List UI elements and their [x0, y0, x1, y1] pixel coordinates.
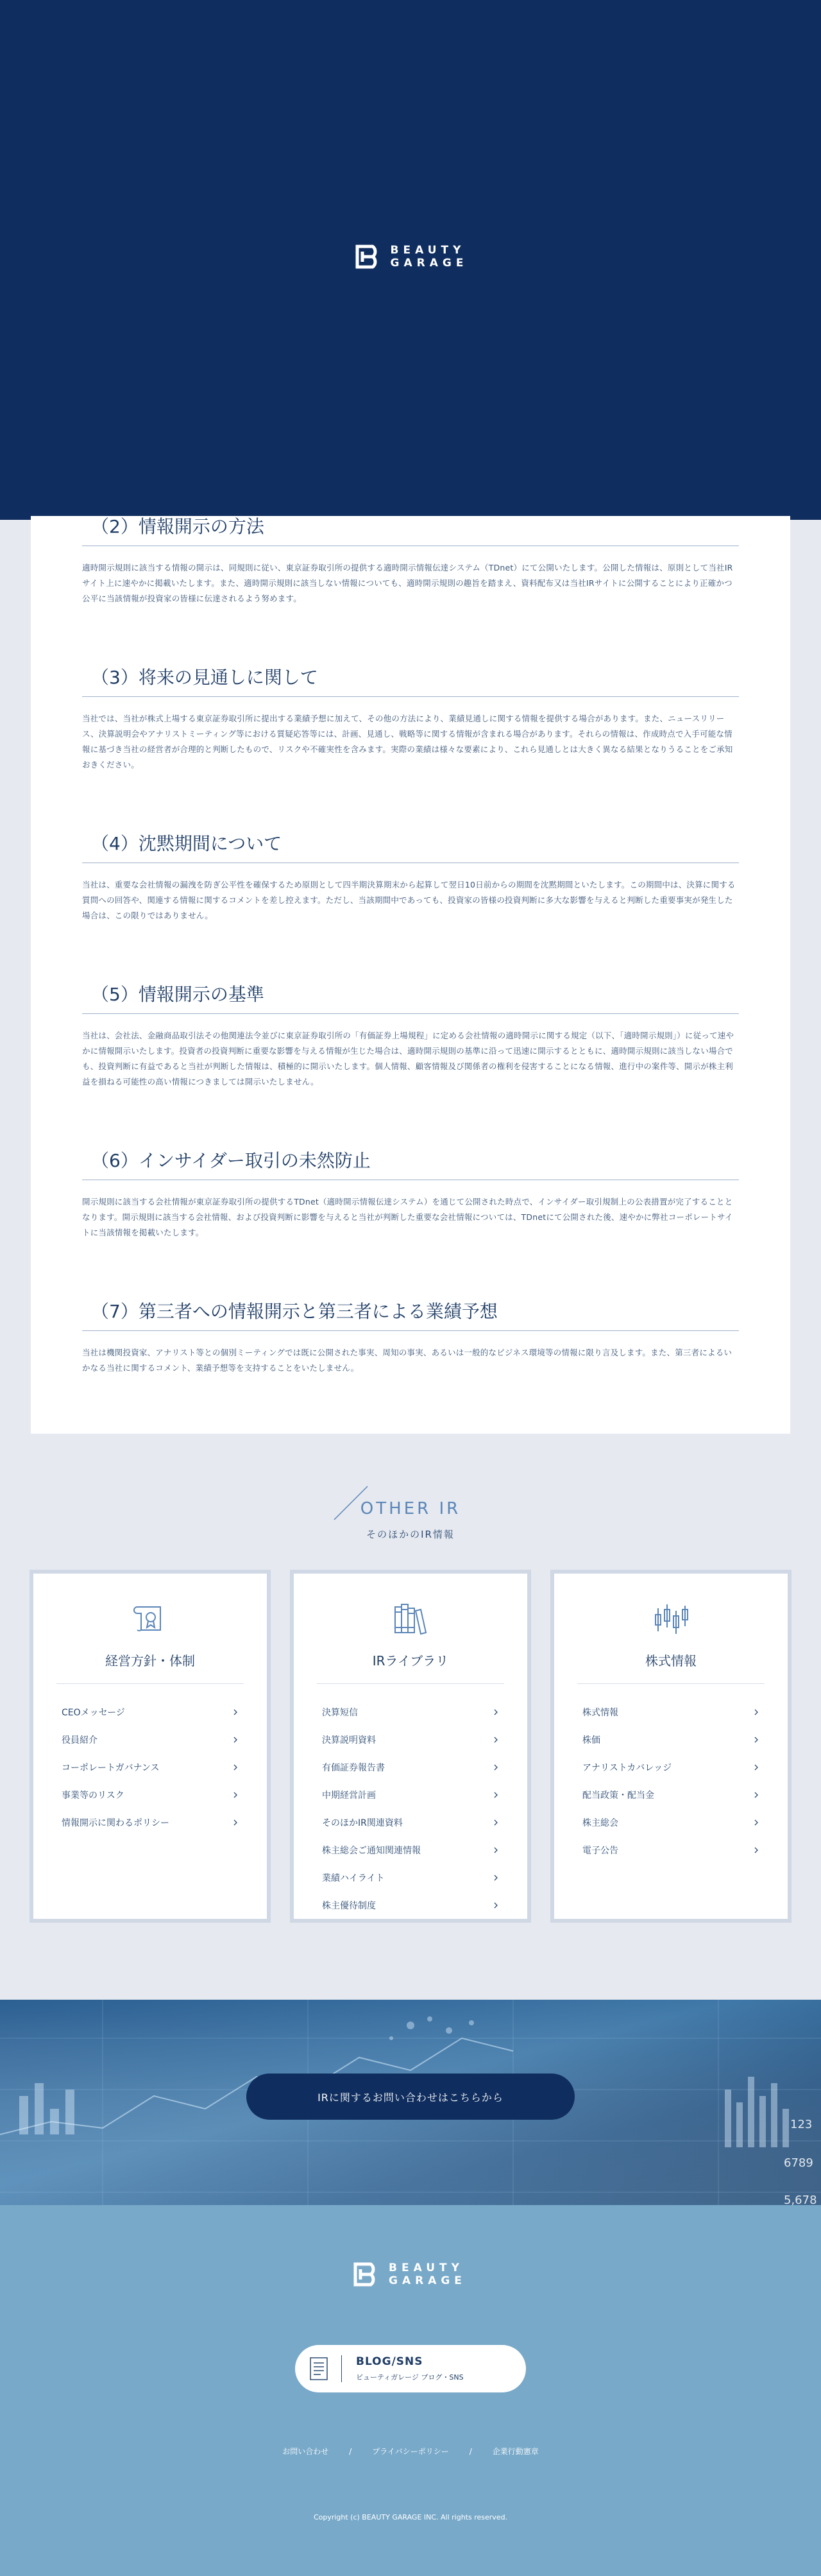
card-title: IRライブラリ — [317, 1651, 504, 1684]
chevron-right-icon — [753, 1819, 759, 1826]
card-link-label: 有価証券報告書 — [322, 1762, 385, 1773]
section-body: 当社は、重要な会社情報の漏洩を防ぎ公平性を確保するため原則として四半期決算期末から起算して翌日10日前からの期間を沈黙期間といたします。この期間中は、決算に関する質問への回答や、関連する情報に関するコメントを差し控えます。ただし、当該期間中であっても、投資家の皆様の投資判断に多大な影響を与えると判断した重要事実が発生した場合は、この限りではありません。 — [82, 880, 736, 920]
beauty-garage-logo-icon — [353, 243, 382, 271]
copyright: Copyright (c) BEAUTY GARAGE INC. All rights reserved. — [313, 2513, 508, 2521]
candlestick-chart-icon — [650, 1598, 691, 1639]
policy-section — [82, 516, 739, 606]
footer-separator: / — [349, 2446, 352, 2456]
card-link-label: 決算説明資料 — [322, 1735, 376, 1746]
blog-title: BLOG/SNS — [356, 2355, 423, 2368]
ir-card-management — [30, 1570, 271, 1923]
card-link[interactable] — [317, 1891, 504, 1919]
section-heading: （7）第三者への情報開示と第三者による業績予想 — [82, 1301, 739, 1331]
banner-number: 5,678 — [784, 2194, 817, 2205]
card-link-label: 電子公告 — [582, 1845, 618, 1856]
other-ir-subtitle: そのほかのIR情報 — [366, 1529, 455, 1540]
footer-link-charter[interactable]: 企業行動憲章 — [492, 2447, 539, 2456]
footer-separator: / — [469, 2446, 472, 2456]
card-link-label: 株主優待制度 — [322, 1900, 376, 1911]
blog-divider — [341, 2355, 342, 2382]
card-title: 株式情報 — [577, 1651, 765, 1684]
chevron-right-icon — [232, 1709, 239, 1715]
card-link-label: 株式情報 — [582, 1707, 618, 1718]
card-link-list — [577, 1698, 765, 1864]
footer-link-contact[interactable]: お問い合わせ — [282, 2447, 329, 2456]
card-link[interactable] — [317, 1781, 504, 1808]
card-link[interactable] — [317, 1808, 504, 1836]
section-heading: （5）情報開示の基準 — [82, 984, 739, 1014]
section-heading: （4）沈黙期間について — [82, 833, 739, 863]
other-ir-header — [0, 1485, 821, 1549]
card-link[interactable] — [56, 1753, 244, 1781]
brand-line-1: BEAUTY — [390, 244, 466, 257]
chevron-right-icon — [493, 1709, 499, 1715]
brand-line-2: GARAGE — [390, 257, 468, 270]
chevron-right-icon — [493, 1847, 499, 1853]
card-link[interactable] — [317, 1698, 504, 1726]
chevron-right-icon — [753, 1709, 759, 1715]
footer-brand-logo[interactable] — [351, 2260, 466, 2288]
chevron-right-icon — [493, 1737, 499, 1743]
chevron-right-icon — [232, 1792, 239, 1798]
card-link-label: 事業等のリスク — [62, 1790, 124, 1801]
card-link[interactable] — [56, 1698, 244, 1726]
contact-banner — [0, 2000, 821, 2205]
chevron-right-icon — [232, 1819, 239, 1826]
disclosure-policy-content — [31, 516, 790, 1434]
card-link[interactable] — [577, 1808, 765, 1836]
chevron-right-icon — [232, 1764, 239, 1771]
beauty-garage-logo-icon — [351, 2260, 380, 2288]
section-heading: （6）インサイダー取引の未然防止 — [82, 1150, 739, 1180]
chevron-right-icon — [493, 1902, 499, 1909]
section-body: 開示規則に該当する会社情報が東京証券取引所の提供するTDnet（適時開示情報伝達システム）を通じて公開された時点で、インサイダー取引規制上の公表措置が完了することとなります。開示規則に該当する会社情報、および投資判断に影響を与えると当社が判断した重要な会社情報については、TDnetにて公開された後、速やかに弊社コーポレートサイトに当該情報を掲載いたします。 — [82, 1197, 733, 1237]
card-link-label: 中期経営計画 — [322, 1790, 376, 1801]
chevron-right-icon — [753, 1792, 759, 1798]
footer-nav — [0, 2446, 821, 2457]
document-icon — [309, 2357, 328, 2381]
card-link-label: そのほかIR関連資料 — [322, 1817, 403, 1828]
card-link-label: 役員紹介 — [62, 1735, 97, 1746]
chevron-right-icon — [232, 1737, 239, 1743]
section-body: 適時開示規則に該当する情報の開示は、同規則に従い、東京証券取引所の提供する適時開示情報伝達システム（TDnet）にて公開いたします。公開した情報は、原則として当社IRサイト上に速やかに掲載いたします。また、適時開示規則に該当しない情報についても、適時開示規則の趣旨を踏まえ、資料配布又は当社IRサイトに公開することにより正確かつ公平に当該情報が投資家の皆様に伝達されるよう努めます。 — [82, 563, 733, 603]
card-link-list — [56, 1698, 244, 1836]
section-body: 当社では、当社が株式上場する東京証券取引所に提出する業績予想に加えて、その他の方法により、業績見通しに関する情報を提供する場合があります。また、ニュースリリース、決算説明会やアナリストミーティング等における質疑応答等には、計画、見通し、戦略等に関する情報が含まれる場合があります。それらの情報は、作成時点で入手可能な情報に基づき当社の経営者が合理的と判断したもので、リスクや不確実性を含みます。実際の業績は様々な要素により、これら見通しとは大きく異なる結果となりうることをご承知おきください。 — [82, 714, 733, 769]
card-link[interactable] — [577, 1836, 765, 1864]
ir-contact-button-label: IRに関するお問い合わせはこちらから — [317, 2091, 504, 2104]
card-link-list — [317, 1698, 504, 1919]
card-link-label: 配当政策・配当金 — [582, 1790, 654, 1801]
card-link[interactable] — [577, 1753, 765, 1781]
section-heading: （2）情報開示の方法 — [82, 516, 739, 546]
card-link-label: コーポレートガバナンス — [62, 1762, 160, 1773]
card-link[interactable] — [56, 1808, 244, 1836]
card-title: 経営方針・体制 — [56, 1651, 244, 1684]
chevron-right-icon — [753, 1737, 759, 1743]
chevron-right-icon — [493, 1819, 499, 1826]
card-link-label: 株主総会 — [582, 1817, 618, 1828]
brand-line-2: GARAGE — [389, 2274, 466, 2287]
card-link[interactable] — [577, 1781, 765, 1808]
policy-section — [82, 984, 739, 1090]
section-heading: （3）将来の見通しに関して — [82, 667, 739, 697]
banner-number: 123 — [790, 2118, 813, 2131]
policy-section — [82, 833, 739, 923]
chevron-right-icon — [493, 1792, 499, 1798]
library-books-icon — [390, 1598, 431, 1639]
ir-card-list — [0, 1570, 821, 1923]
card-link[interactable] — [56, 1726, 244, 1753]
card-link[interactable] — [56, 1781, 244, 1808]
brand-logo[interactable] — [353, 243, 468, 271]
card-link[interactable] — [317, 1753, 504, 1781]
section-body: 当社は機関投資家、アナリスト等との個別ミーティングでは既に公開された事実、周知の事実、あるいは一般的なビジネス環境等の情報に限り言及します。また、第三者によるいかなる当社に関するコメント、業績予想等を支持することをいたしません。 — [82, 1348, 732, 1373]
other-ir-section — [0, 1434, 821, 1923]
card-link[interactable] — [317, 1836, 504, 1864]
card-link[interactable] — [577, 1726, 765, 1753]
chevron-right-icon — [493, 1875, 499, 1881]
section-body: 当社は、会社法、金融商品取引法その他関連法令並びに東京証券取引所の「有価証券上場規程」に定める会社情報の適時開示に関する規定（以下、「適時開示規則」）に従って速やかに情報開示いたします。投資者の投資判断に重要な影響を与える情報が生じた場合は、適時開示規則の基準に沿って迅速に開示するとともに、適時開示規則に該当しない場合でも、投資判断に有益であると当社が判断した情報は、積極的に開示いたします。個人情報、顧客情報及び関係者の権利を侵害することになる情報、進行中の案件等、開示が株主利益を損ねる可能性の高い情報につきましては開示いたしません。 — [82, 1031, 734, 1086]
card-link-label: 業績ハイライト — [322, 1873, 385, 1884]
card-link-label: 株価 — [582, 1735, 600, 1746]
policy-section — [82, 1150, 739, 1241]
card-link[interactable] — [317, 1864, 504, 1891]
card-link-label: アナリストカバレッジ — [582, 1762, 672, 1773]
policy-section — [82, 667, 739, 773]
hero-banner — [0, 0, 821, 520]
card-link-label: 株主総会ご通知関連情報 — [322, 1845, 421, 1856]
card-link[interactable] — [317, 1726, 504, 1753]
other-ir-title: OTHER IR — [360, 1499, 461, 1518]
banner-number: 6789 — [784, 2156, 813, 2170]
ir-card-stock — [550, 1570, 791, 1923]
brand-line-1: BEAUTY — [389, 2262, 464, 2274]
blog-subtitle: ビューティガレージ ブログ・SNS — [356, 2373, 464, 2382]
chevron-right-icon — [753, 1764, 759, 1771]
card-link-label: 情報開示に関わるポリシー — [62, 1817, 169, 1828]
policy-scroll-icon — [130, 1598, 171, 1639]
chevron-right-icon — [753, 1847, 759, 1853]
card-link[interactable] — [577, 1698, 765, 1726]
card-link-label: CEOメッセージ — [62, 1707, 125, 1718]
chevron-right-icon — [493, 1764, 499, 1771]
policy-section — [82, 1301, 739, 1376]
site-footer — [0, 2205, 821, 2576]
ir-card-library — [290, 1570, 531, 1923]
blog-sns-button[interactable] — [295, 2345, 526, 2392]
ir-contact-button[interactable] — [246, 2074, 575, 2120]
card-link-label: 決算短信 — [322, 1707, 358, 1718]
footer-link-privacy[interactable]: プライバシーポリシー — [372, 2447, 449, 2456]
